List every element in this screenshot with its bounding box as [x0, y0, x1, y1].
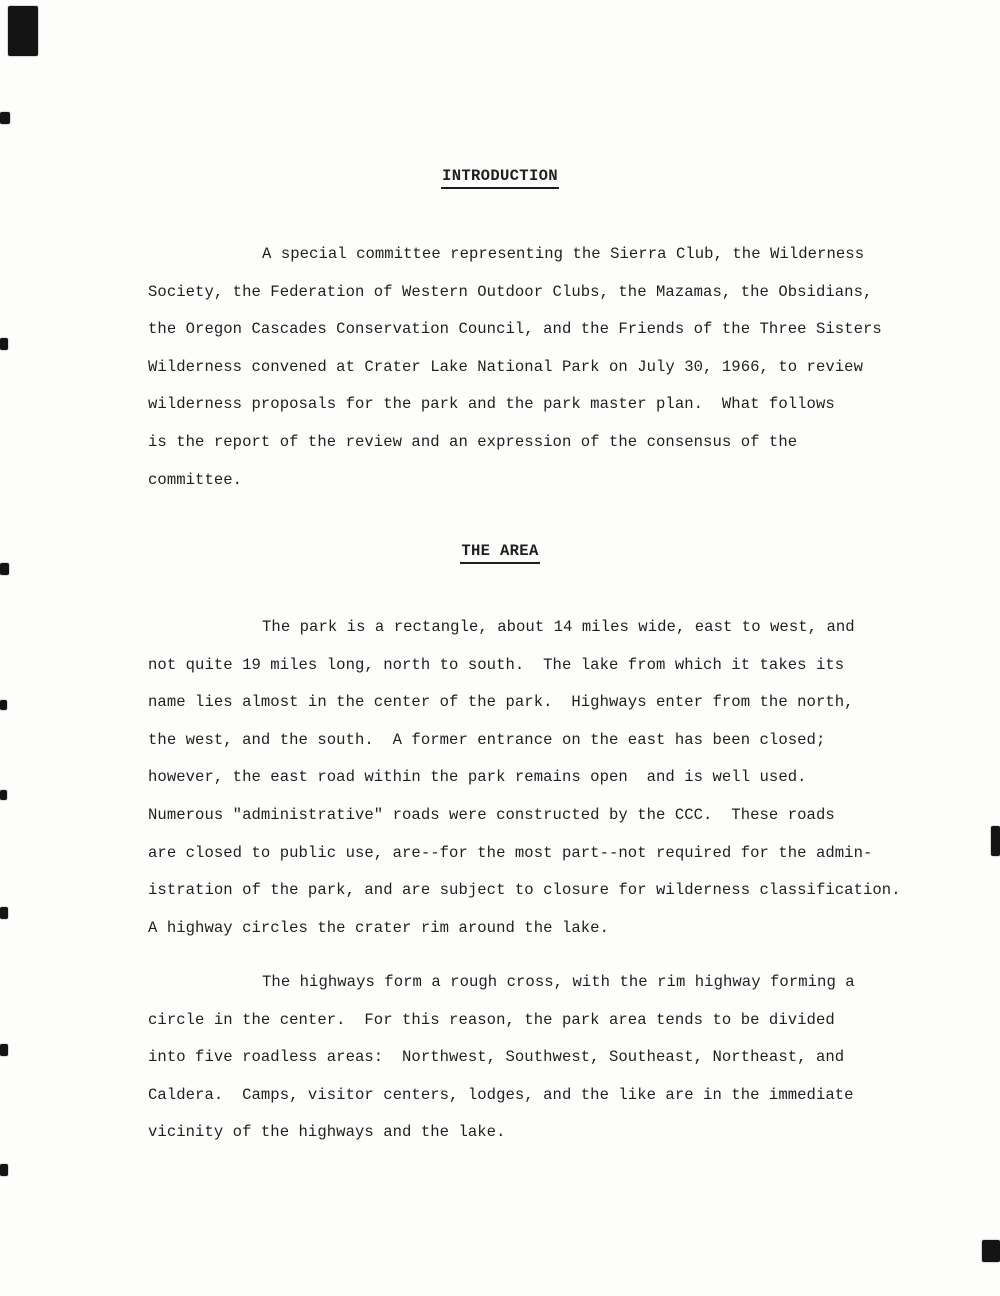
- text-line: Caldera. Camps, visitor centers, lodges, and the like are in the immediate: [148, 1085, 854, 1104]
- text-line: not quite 19 miles long, north to south. The lake from which it takes its: [148, 655, 845, 674]
- scan-mark-corner: [8, 6, 38, 56]
- text-line: The park is a rectangle, about 14 miles wide, east to west, and: [262, 618, 855, 636]
- paragraph-committee: [148, 236, 948, 499]
- text-line: wilderness proposals for the park and the park master plan. What follows: [148, 395, 835, 414]
- text-line: circle in the center. For this reason, the park area tends to be divided: [148, 1010, 835, 1029]
- scan-mark-edge: [982, 1240, 1000, 1262]
- section-heading-introduction: [0, 168, 1000, 185]
- section-heading-introduction-text: INTRODUCTION: [441, 167, 559, 189]
- text-line: Society, the Federation of Western Outdoor Clubs, the Mazamas, the Obsidians,: [148, 282, 873, 301]
- section-heading-the-area-text: THE AREA: [460, 542, 539, 564]
- scan-mark-edge: [0, 1164, 8, 1176]
- text-line: Wilderness convened at Crater Lake National Park on July 30, 1966, to review: [148, 357, 863, 376]
- text-line: is the report of the review and an expression of the consensus of the: [148, 432, 798, 451]
- text-line: A highway circles the crater rim around the lake.: [148, 918, 609, 937]
- scan-mark-edge: [991, 826, 1000, 856]
- text-line: committee.: [148, 470, 243, 489]
- text-line: are closed to public use, are--for the most part--not required for the admin-: [148, 843, 873, 862]
- section-heading-the-area: [0, 543, 1000, 560]
- text-line: name lies almost in the center of the park. Highways enter from the north,: [148, 693, 854, 712]
- scan-mark-edge: [0, 563, 9, 575]
- text-line: however, the east road within the park remains open and is well used.: [148, 768, 807, 787]
- scan-mark-edge: [0, 1044, 8, 1056]
- text-line: vicinity of the highways and the lake.: [148, 1123, 506, 1142]
- scan-mark-edge: [0, 790, 7, 800]
- text-line: the Oregon Cascades Conservation Council, and the Friends of the Three Sisters: [148, 320, 882, 339]
- scan-mark-edge: [0, 700, 7, 710]
- text-line: A special committee representing the Sierra Club, the Wilderness: [262, 245, 865, 263]
- text-line: into five roadless areas: Northwest, Southwest, Southeast, Northeast, and: [148, 1048, 845, 1067]
- scan-mark-edge: [0, 112, 10, 124]
- text-line: The highways form a rough cross, with the rim highway forming a: [262, 973, 855, 991]
- scan-mark-edge: [0, 907, 8, 919]
- text-line: the west, and the south. A former entrance on the east has been closed;: [148, 730, 826, 749]
- text-line: Numerous "administrative" roads were constructed by the CCC. These roads: [148, 805, 835, 824]
- paragraph-highways: [148, 964, 948, 1152]
- scan-mark-edge: [0, 338, 8, 350]
- text-line: istration of the park, and are subject to closure for wilderness classification.: [148, 881, 901, 900]
- paragraph-park-description: [148, 609, 948, 947]
